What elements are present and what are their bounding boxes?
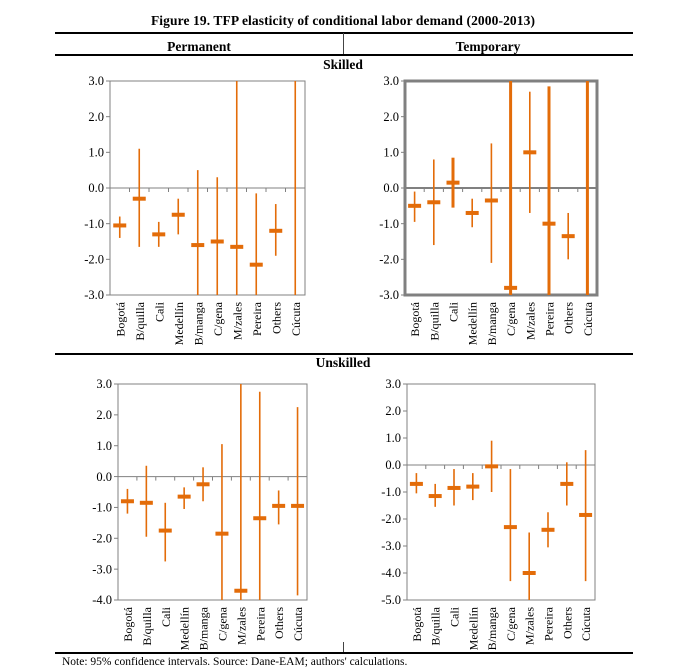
y-axis-labels xyxy=(379,74,399,302)
error-bar xyxy=(523,533,536,601)
point-marker xyxy=(410,482,423,486)
table-divider-tick-bottom xyxy=(343,642,344,652)
error-bar xyxy=(269,204,282,256)
x-tick-label: Pereira xyxy=(249,302,264,336)
x-tick-label: B/quilla xyxy=(139,607,154,646)
x-tick-label: C/gena xyxy=(504,302,519,336)
point-marker xyxy=(121,499,134,503)
error-bar xyxy=(197,467,210,501)
point-marker xyxy=(448,486,461,490)
y-tick-label: 0.0 xyxy=(385,458,401,473)
figure-title: Figure 19. TFP elasticity of conditional labor demand (2000-2013) xyxy=(150,13,536,28)
y-tick-label: 3.0 xyxy=(88,74,104,89)
error-bar xyxy=(562,213,575,259)
table-divider-tick-top xyxy=(343,33,344,54)
point-marker xyxy=(152,232,165,236)
x-tick-label: M/zales xyxy=(523,302,538,340)
point-marker xyxy=(230,245,243,249)
x-tick-label: Others xyxy=(272,607,287,639)
y-tick-label: 3.0 xyxy=(383,74,399,89)
x-tick-label: B/manga xyxy=(191,302,206,346)
error-bar xyxy=(543,86,556,295)
error-bar xyxy=(159,503,172,562)
point-marker xyxy=(485,464,498,468)
x-tick-label: Cali xyxy=(446,302,461,322)
x-tick-label: Others xyxy=(561,302,576,334)
x-tick-label: B/quilla xyxy=(132,302,147,341)
y-tick-label: 3.0 xyxy=(385,378,401,392)
chart-panel-temporary-skilled xyxy=(350,74,650,353)
error-bar xyxy=(152,222,165,247)
x-tick-label: Cúcuta xyxy=(579,607,594,641)
rule-under-column-headers xyxy=(55,54,633,56)
x-tick-label: Cali xyxy=(152,302,167,322)
error-bar xyxy=(133,149,146,247)
x-tick-label: Others xyxy=(560,607,575,639)
error-bar xyxy=(250,193,263,295)
point-marker xyxy=(447,181,460,185)
error-bar xyxy=(579,450,592,581)
error-bar xyxy=(253,392,266,600)
point-marker xyxy=(133,197,146,201)
y-tick-label: 3.0 xyxy=(96,378,112,392)
y-tick-label: 2.0 xyxy=(383,109,399,124)
error-bar xyxy=(211,177,224,295)
y-tick-label: 2.0 xyxy=(385,404,401,419)
error-bar xyxy=(272,490,285,524)
y-tick-label: -1.0 xyxy=(379,216,399,231)
point-marker xyxy=(562,234,575,238)
x-tick-label: B/manga xyxy=(196,607,211,651)
x-tick-label: C/gena xyxy=(503,607,518,641)
y-tick-label: -4.0 xyxy=(381,566,401,581)
y-tick-label: -1.0 xyxy=(92,500,112,515)
point-marker xyxy=(408,204,421,208)
error-bar xyxy=(448,469,461,505)
x-tick-label: Medellín xyxy=(177,607,192,651)
x-tick-label: Cali xyxy=(447,607,462,627)
error-bar xyxy=(485,143,498,262)
chart-panel-temporary-unskilled xyxy=(350,378,650,667)
y-tick-label: 0.0 xyxy=(96,469,112,484)
column-header-temporary: Temporary xyxy=(455,39,521,54)
y-axis-labels xyxy=(84,74,104,302)
y-tick-label: -3.0 xyxy=(92,562,112,577)
error-bar xyxy=(191,170,204,295)
x-tick-label: Medellín xyxy=(465,302,480,346)
rule-under-title xyxy=(55,32,633,34)
y-axis-labels xyxy=(381,378,401,607)
y-tick-label: -3.0 xyxy=(84,288,104,303)
x-axis-labels xyxy=(408,301,595,345)
y-tick-label: -1.0 xyxy=(381,485,401,500)
x-tick-label: Cúcuta xyxy=(580,302,595,336)
error-bar xyxy=(172,199,185,235)
point-marker xyxy=(197,482,210,486)
y-tick-label: -2.0 xyxy=(92,531,112,546)
y-tick-label: -2.0 xyxy=(381,512,401,527)
point-marker xyxy=(113,223,126,227)
point-marker xyxy=(178,495,191,499)
y-tick-label: 0.0 xyxy=(383,181,399,196)
point-marker xyxy=(215,532,228,536)
point-marker xyxy=(272,504,285,508)
error-bar xyxy=(234,384,247,600)
x-tick-label: Medellín xyxy=(466,607,481,651)
error-bar xyxy=(523,92,536,213)
error-bar xyxy=(178,487,191,509)
point-marker xyxy=(191,243,204,247)
point-marker xyxy=(485,198,498,202)
point-marker xyxy=(269,229,282,233)
x-tick-label: Cali xyxy=(158,607,173,627)
point-marker xyxy=(234,589,247,593)
x-tick-label: B/quilla xyxy=(428,607,443,646)
error-bar xyxy=(291,407,304,595)
y-tick-label: -2.0 xyxy=(379,252,399,267)
error-bar xyxy=(504,469,517,581)
x-tick-label: Medellín xyxy=(171,302,186,346)
point-marker xyxy=(466,211,479,215)
x-tick-label: Bogotá xyxy=(408,302,423,337)
point-marker xyxy=(466,485,479,489)
error-bar xyxy=(121,489,134,514)
point-marker xyxy=(504,525,517,529)
error-bar xyxy=(542,512,555,547)
error-bar xyxy=(113,217,126,238)
error-bar xyxy=(466,473,479,500)
error-bar xyxy=(560,462,573,505)
x-tick-label: Others xyxy=(269,302,284,334)
group-header-unskilled: Unskilled xyxy=(315,355,371,370)
x-tick-label: Pereira xyxy=(542,302,557,336)
y-tick-label: 0.0 xyxy=(88,181,104,196)
error-bar xyxy=(429,484,442,507)
x-tick-label: B/quilla xyxy=(427,302,442,341)
point-marker xyxy=(429,494,442,498)
x-tick-label: B/manga xyxy=(484,302,499,346)
error-bar xyxy=(485,441,498,492)
chart-panel-permanent-unskilled xyxy=(60,378,352,667)
point-marker xyxy=(253,516,266,520)
point-marker xyxy=(140,501,153,505)
figure-note: Note: 95% confidence intervals. Source: Dane-EAM; authors' calculations. xyxy=(62,656,408,667)
rule-above-note xyxy=(55,652,633,654)
point-marker xyxy=(542,528,555,532)
x-tick-label: Bogotá xyxy=(113,302,128,337)
x-tick-label: M/zales xyxy=(234,607,249,645)
point-marker xyxy=(291,504,304,508)
point-marker xyxy=(159,529,172,533)
x-axis-labels xyxy=(410,606,593,650)
point-marker xyxy=(427,200,440,204)
x-tick-label: Pereira xyxy=(253,607,268,641)
point-marker xyxy=(560,482,573,486)
y-tick-label: 1.0 xyxy=(96,438,112,453)
error-bar xyxy=(410,473,423,493)
y-tick-label: 1.0 xyxy=(88,145,104,160)
x-tick-label: C/gena xyxy=(215,607,230,641)
x-tick-label: Bogotá xyxy=(120,607,135,642)
x-tick-label: M/zales xyxy=(522,607,537,645)
chart-panel-permanent-skilled xyxy=(60,74,352,353)
x-tick-label: M/zales xyxy=(230,302,245,340)
y-tick-label: -5.0 xyxy=(381,593,401,608)
x-tick-label: Pereira xyxy=(541,607,556,641)
error-bar-series xyxy=(121,384,304,600)
point-marker xyxy=(579,513,592,517)
error-bar xyxy=(447,158,460,208)
error-bar xyxy=(215,444,228,600)
x-tick-label: C/gena xyxy=(210,302,225,336)
y-tick-label: 1.0 xyxy=(383,145,399,160)
x-tick-label: Cúcuta xyxy=(288,302,303,336)
point-marker xyxy=(543,222,556,226)
x-tick-label: Cúcuta xyxy=(291,607,306,641)
y-tick-label: -3.0 xyxy=(381,539,401,554)
y-tick-label: -3.0 xyxy=(379,288,399,303)
x-axis-labels xyxy=(121,606,305,650)
point-marker xyxy=(523,571,536,575)
y-tick-label: -1.0 xyxy=(84,216,104,231)
y-tick-label: -4.0 xyxy=(92,593,112,608)
error-bar xyxy=(427,159,440,245)
column-header-permanent: Permanent xyxy=(167,39,231,54)
y-axis-labels xyxy=(92,378,112,607)
error-bar xyxy=(466,199,479,228)
group-header-skilled: Skilled xyxy=(323,57,363,72)
x-axis-labels xyxy=(113,301,303,345)
y-tick-label: -2.0 xyxy=(84,252,104,267)
x-tick-label: Bogotá xyxy=(409,607,424,642)
y-tick-label: 2.0 xyxy=(88,109,104,124)
error-bar xyxy=(408,192,421,222)
point-marker xyxy=(504,286,517,290)
point-marker xyxy=(250,263,263,267)
point-marker xyxy=(523,150,536,154)
point-marker xyxy=(172,213,185,217)
x-tick-label: B/manga xyxy=(485,607,500,651)
point-marker xyxy=(211,240,224,244)
y-tick-label: 1.0 xyxy=(385,431,401,446)
y-tick-label: 2.0 xyxy=(96,408,112,423)
